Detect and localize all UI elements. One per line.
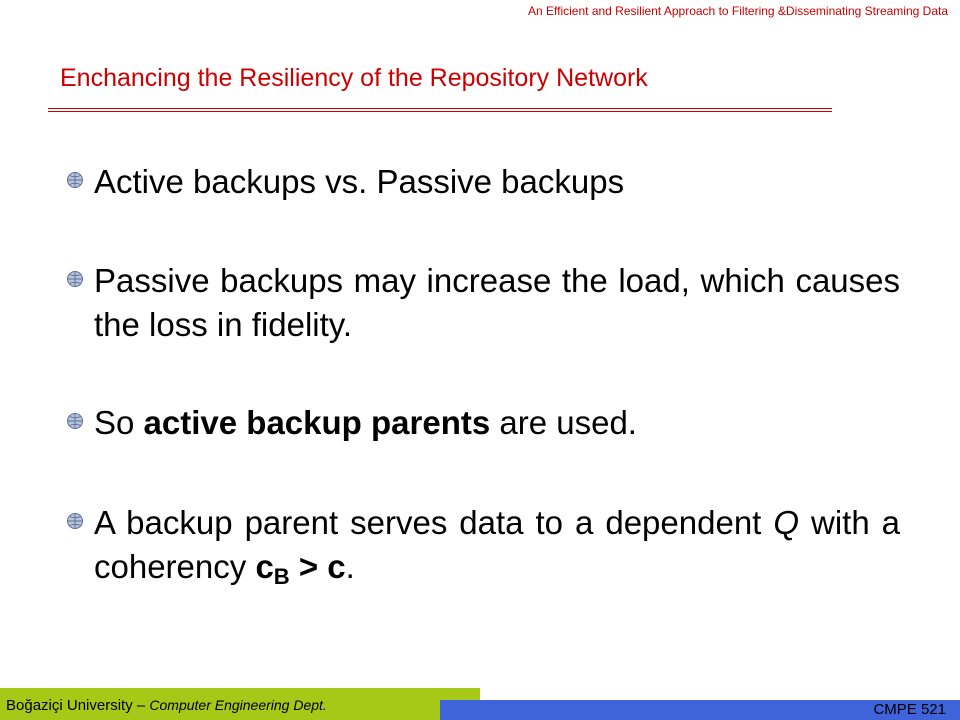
bullet-text: Passive backups may increase the load, which causes the loss in fidelity. <box>94 262 900 343</box>
title-divider <box>48 108 832 112</box>
bullet-text: Active backups vs. Passive backups <box>94 163 625 200</box>
bullet-text: A backup parent serves data to a dependent Q with a coherency $c_B > c$. <box>94 504 901 589</box>
bullet-list <box>60 160 900 589</box>
bullet-item <box>60 259 900 347</box>
footer-course: CMPE 521 <box>873 701 946 718</box>
slide-title: Enchancing the Resiliency of the Repository Network <box>60 64 648 92</box>
bullet-item <box>60 501 900 589</box>
globe-bullet-icon <box>66 171 84 189</box>
globe-bullet-icon <box>66 270 84 288</box>
deck-title: An Efficient and Resilient Approach to Filtering &Disseminating Streaming Data <box>528 4 948 18</box>
footer-university: Boğaziçi University – Computer Engineering Dept. <box>6 697 327 714</box>
bullet-text: So active backup parents are used. <box>94 404 637 441</box>
globe-bullet-icon <box>66 512 84 530</box>
bullet-item <box>60 160 900 204</box>
bullet-item <box>60 401 900 445</box>
globe-bullet-icon <box>66 412 84 430</box>
